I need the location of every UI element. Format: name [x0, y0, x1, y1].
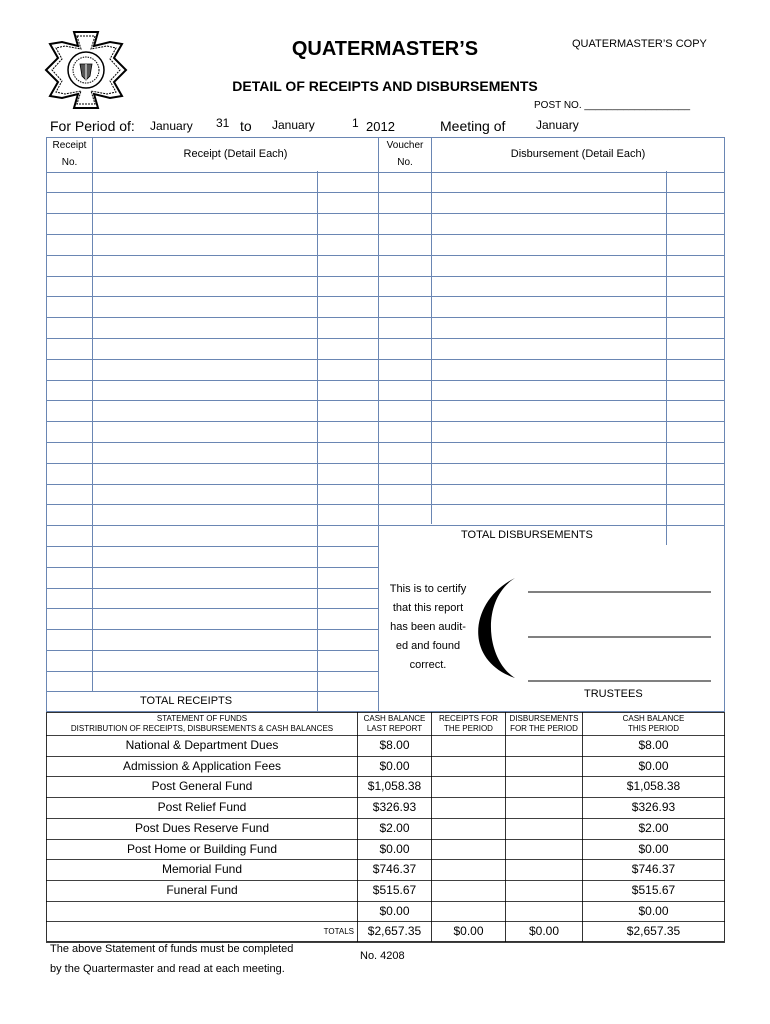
fund-name: Post Home or Building Fund [126, 842, 278, 856]
post-no-field[interactable]: POST NO. ___________________ [534, 100, 691, 111]
total-disbursements-label: TOTAL DISBURSEMENTS [461, 529, 593, 541]
cash-this: $8.00 [638, 738, 669, 752]
period-to-day[interactable]: 1 [352, 116, 359, 130]
period-label: For Period of: [50, 118, 135, 134]
cash-this: $326.93 [631, 800, 676, 814]
fund-name: Admission & Application Fees [122, 759, 282, 773]
cash-last: $0.00 [379, 904, 410, 918]
cash-balance-this-header: CASH BALANCE THIS PERIOD [622, 714, 685, 733]
cash-last: $515.67 [372, 883, 417, 897]
total-this: $2,657.35 [626, 924, 681, 938]
fund-name: Post Relief Fund [157, 800, 247, 814]
page-subtitle: DETAIL OF RECEIPTS AND DISBURSEMENTS [232, 78, 538, 94]
total-receipts-label: TOTAL RECEIPTS [140, 695, 233, 707]
disbursement-detail-header: Disbursement (Detail Each) [510, 148, 646, 160]
receipt-no-header: Receipt No. [52, 140, 87, 168]
statement-header: STATEMENT OF FUNDS DISTRIBUTION OF RECEIPTS, DISBURSEMENTS & CASH BALANCES [70, 714, 334, 733]
cash-last: $326.93 [372, 800, 417, 814]
certify-text: This is to certify that this report has been audit- ed and found correct. [389, 583, 467, 671]
receipts-period-header: RECEIPTS FOR THE PERIOD [438, 714, 499, 733]
trustees-label: TRUSTEES [584, 688, 643, 700]
cash-this: $0.00 [638, 842, 669, 856]
meeting-month[interactable]: January [536, 118, 579, 132]
cash-last: $746.37 [372, 862, 417, 876]
receipt-detail-header: Receipt (Detail Each) [183, 148, 288, 160]
cash-this: $1,058.38 [626, 779, 681, 793]
period-to-label: to [240, 118, 252, 134]
cash-last: $8.00 [379, 738, 410, 752]
fund-name: Post General Fund [151, 779, 253, 793]
totals-label: TOTALS [323, 927, 354, 936]
total-last: $2,657.35 [367, 924, 422, 938]
total-receipts: $0.00 [453, 924, 484, 938]
cash-this: $2.00 [638, 821, 669, 835]
voucher-no-header: Voucher No. [386, 140, 424, 168]
period-from-month[interactable]: January [150, 119, 193, 133]
cash-this: $746.37 [631, 862, 676, 876]
cash-last: $2.00 [379, 821, 410, 835]
page-title: QUATERMASTER’S [291, 38, 479, 60]
fund-name: Post Dues Reserve Fund [134, 821, 270, 835]
cash-this: $0.00 [638, 904, 669, 918]
fund-name: Funeral Fund [166, 883, 238, 897]
disbursements-period-header: DISBURSEMENTS FOR THE PERIOD [509, 714, 579, 733]
period-from-day[interactable]: 31 [216, 116, 230, 130]
footer-note-1: The above Statement of funds must be completed [50, 943, 294, 955]
cash-last: $0.00 [379, 842, 410, 856]
period-year[interactable]: 2012 [366, 119, 395, 134]
cash-balance-last-header: CASH BALANCE LAST REPORT [363, 714, 426, 733]
cash-last: $0.00 [379, 759, 410, 773]
copy-label: QUATERMASTER’S COPY [572, 38, 707, 50]
cash-this: $515.67 [631, 883, 676, 897]
cash-this: $0.00 [638, 759, 669, 773]
fund-name: National & Department Dues [125, 738, 279, 752]
fund-name: Memorial Fund [161, 862, 243, 876]
cash-last: $1,058.38 [367, 779, 422, 793]
form-number: No. 4208 [360, 950, 405, 962]
total-disbursements: $0.00 [528, 924, 560, 938]
period-to-month[interactable]: January [272, 118, 315, 132]
footer-note-2: by the Quartermaster and read at each meeting. [50, 963, 285, 975]
meeting-label: Meeting of [440, 118, 506, 134]
